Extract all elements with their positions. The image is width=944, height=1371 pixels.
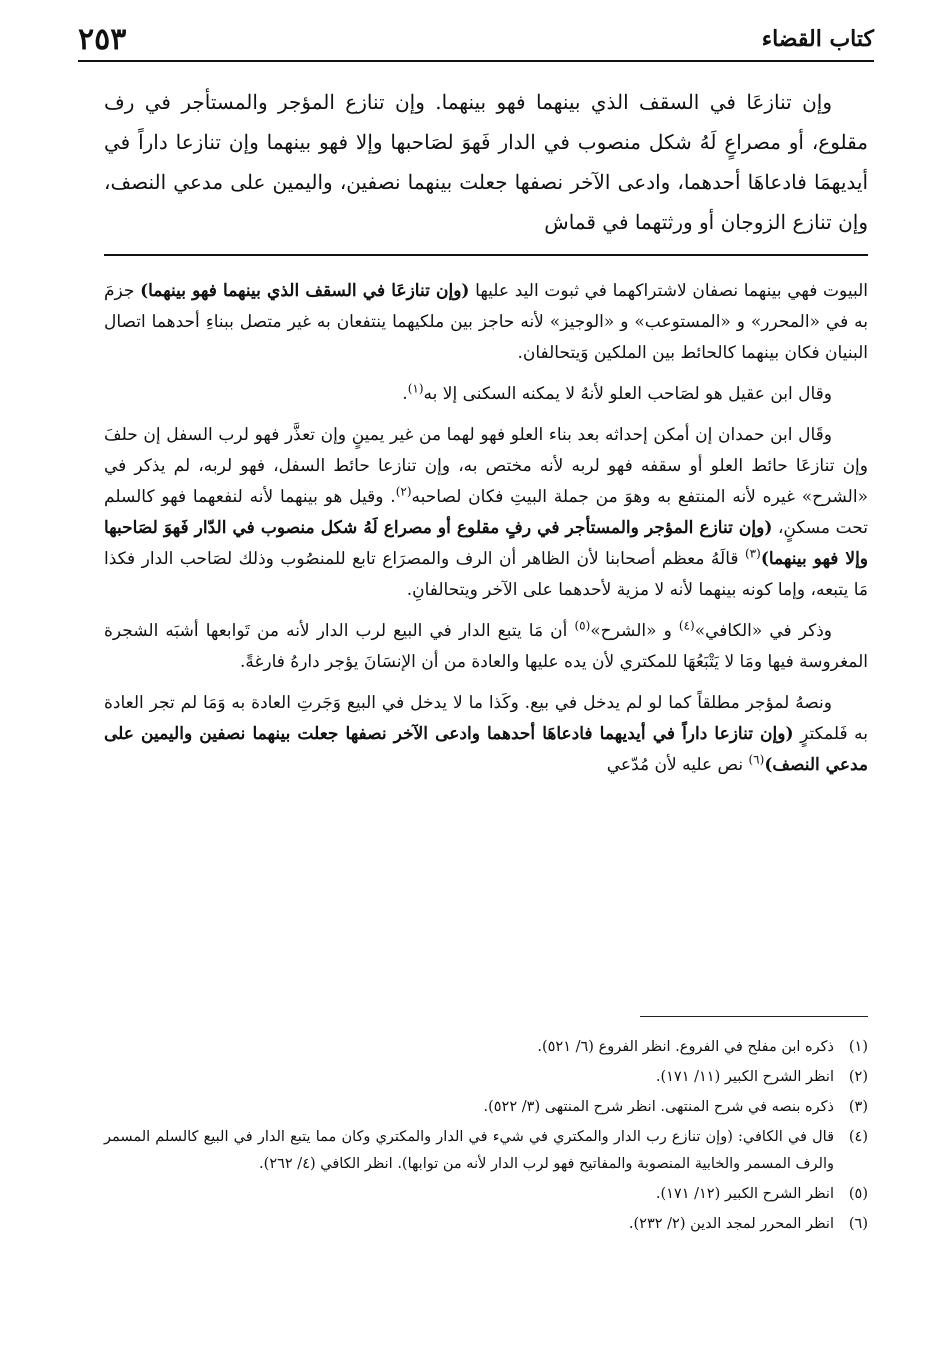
footnote-ref-4[interactable]: (٤) <box>678 618 695 633</box>
page-number: ٢٥٣ <box>78 22 127 57</box>
commentary-text <box>104 276 868 791</box>
chapter-title: كتاب القضاء <box>761 26 874 52</box>
footnote-number: (٣) <box>848 1099 868 1115</box>
commentary-text-segment: وقَال ابن حمدان إن أمكن إحداثه بعد بناء العلو فهو لهما من غير يمينٍ وإن تعذَّر فهو لرب السفل إن حلفَ وإن تنازعَا حائط العلو أو سقفه فهو لربه لأنه مختص به، وإن تنازعا حائط السفل، فهو لربه، لم يذكر في «الشرح» غيره لأنه المنتفع به وهوَ من جملة البيتِ فكان لصاحبه <box>104 425 868 507</box>
matn-paragraph: وإن تنازعَا في السقف الذي بينهما فهو بينهما. وإن تنازع المؤجر والمستأجر في رف مقلوع، أو مصراعٍ لَهُ شكل منصوب في الدار فَهوَ لصَاحبها وإلا فهو بينهما وإن تنازعا داراً في أيديهمَا فادعاهَا أحدهما، وادعى الآخر نصفها جعلت بينهما نصفين، واليمين على مدعي النصف، وإن تنازع الزوجان أو ورثتهما في قماش <box>104 90 868 234</box>
commentary-text-segment: ونصهُ لمؤجر مطلقاً كما لو لم يدخل في بيع. وكَذا ما لا يدخل في البيع وَجَرتِ العادة به وَمَا لم تجر العادة به فَلمكترٍ <box>104 693 868 744</box>
footnote-number: (٢) <box>848 1069 868 1085</box>
commentary-text-segment: البيوت فهي بينهما نصفان لاشتراكهما في ثبوت اليد عليها <box>469 281 868 301</box>
running-header <box>78 22 874 62</box>
footnote-text: قال في الكافي: (وإن تنازع رب الدار والمكتري في شيء في الدار والمكتري وكان مما يتبع الدار في البيع كالسلم المسمر والرف المسمر والخابية المنصوبة والمفاتيح فهو لرب الدار لأنه من توابها). انظر الكافي (٤/ ٢٦٢). <box>104 1129 834 1172</box>
matn-quote: (وإن تنازعا داراً في أيديهما فادعاهَا أحدهما وادعى الآخر نصفها جعلت بينهما نصفين واليمين على مدعي النصف) <box>104 724 868 775</box>
commentary-text-segment: أن مَا يتبع الدار في البيع لرب الدار لأنه من تَوابعها أشبَه الشجرة المغروسة فيها ومَا لا يَتْبَعُهَا للمكتري لأن يده عليها والعادة من أن الإنسَانَ يؤجر دارهُ فارغةً. <box>104 621 868 672</box>
footnotes <box>104 1034 868 1241</box>
footnote-item <box>104 1094 868 1121</box>
commentary-text-segment: و «الشرح» <box>590 621 679 641</box>
footnote-text: ذكره ابن مفلح في الفروع. انظر الفروع (٦/ ٥٢١). <box>537 1039 834 1055</box>
footnote-number: (٥) <box>848 1186 868 1202</box>
commentary-text-segment: قالَهُ معظم أصحابنا لأن الظاهر أن الرف والمصرَاع تابع للمنصُوب وذلك لصَاحب الدار فكذا مَا يتبعه، وإما كونه بينهما لأنه لا مزية لأحدهما على الآخر ويتحالفانِ. <box>104 549 868 600</box>
footnote-number: (١) <box>848 1039 868 1055</box>
matn-quote: (وإن تنازع المؤجر والمستأجر في رفٍ مقلوع أو مصراع لَهُ شكل منصوب في الدّار فَهوَ لصَاحبها وإلا فهو بينهما) <box>104 518 869 569</box>
commentary-paragraph-5 <box>104 688 868 781</box>
commentary-text-segment: وقال ابن عقيل هو لصَاحب العلو لأنهُ لا يمكنه السكنى إلا به <box>423 384 832 404</box>
footnote-text: انظر الشرح الكبير (١١/ ١٧١). <box>655 1069 834 1085</box>
footnote-item <box>104 1034 868 1061</box>
footnote-item <box>104 1181 868 1208</box>
footnote-ref-1[interactable]: (١) <box>407 381 424 396</box>
commentary-text-segment: . <box>402 384 408 404</box>
commentary-text-segment: جزمَ به في «المحرر» و «المستوعب» و «الوجيز» لأنه حاجز بين ملكيهما ينتفعان به غير متصل ببناءِ أحدهما اتصال البنيان فكان بينهما كالحائط بين الملكين وَيتحالفان. <box>104 281 868 363</box>
commentary-paragraph-1 <box>104 276 868 369</box>
matn-quote: (وإن تنازعَا في السقف الذي بينهما فهو بينهما) <box>140 281 470 301</box>
header-rule <box>78 60 874 62</box>
commentary-text-segment: وذكر في «الكافي» <box>694 621 832 641</box>
commentary-paragraph-3 <box>104 420 868 606</box>
footnote-divider <box>640 1016 868 1017</box>
footnote-text: انظر المحرر لمجد الدين (٢/ ٢٣٢). <box>628 1216 834 1232</box>
commentary-paragraph-4 <box>104 616 868 678</box>
commentary-text-segment: نص عليه لأن مُدّعي <box>606 755 749 775</box>
commentary-paragraph-2 <box>104 379 868 410</box>
footnote-number: (٦) <box>848 1216 868 1232</box>
matn-text <box>104 82 868 242</box>
commentary-text-segment: . وقيل هو بينهما لأنه لنفعهما فهو كالسلم تحت مسكنٍ، <box>104 487 869 538</box>
footnote-item <box>104 1064 868 1091</box>
footnote-ref-5[interactable]: (٥) <box>574 618 591 633</box>
footnote-item <box>104 1124 868 1178</box>
footnote-ref-6[interactable]: (٦) <box>748 752 765 767</box>
footnote-number: (٤) <box>848 1129 868 1145</box>
footnote-text: ذكره بنصه في شرح المنتهى. انظر شرح المنتهى (٣/ ٥٢٢). <box>483 1099 834 1115</box>
footnote-ref-3[interactable]: (٣) <box>744 546 761 561</box>
matn-divider <box>104 254 868 256</box>
footnote-text: انظر الشرح الكبير (١٢/ ١٧١). <box>655 1186 834 1202</box>
footnote-ref-2[interactable]: (٢) <box>395 484 412 499</box>
footnote-item <box>104 1211 868 1238</box>
